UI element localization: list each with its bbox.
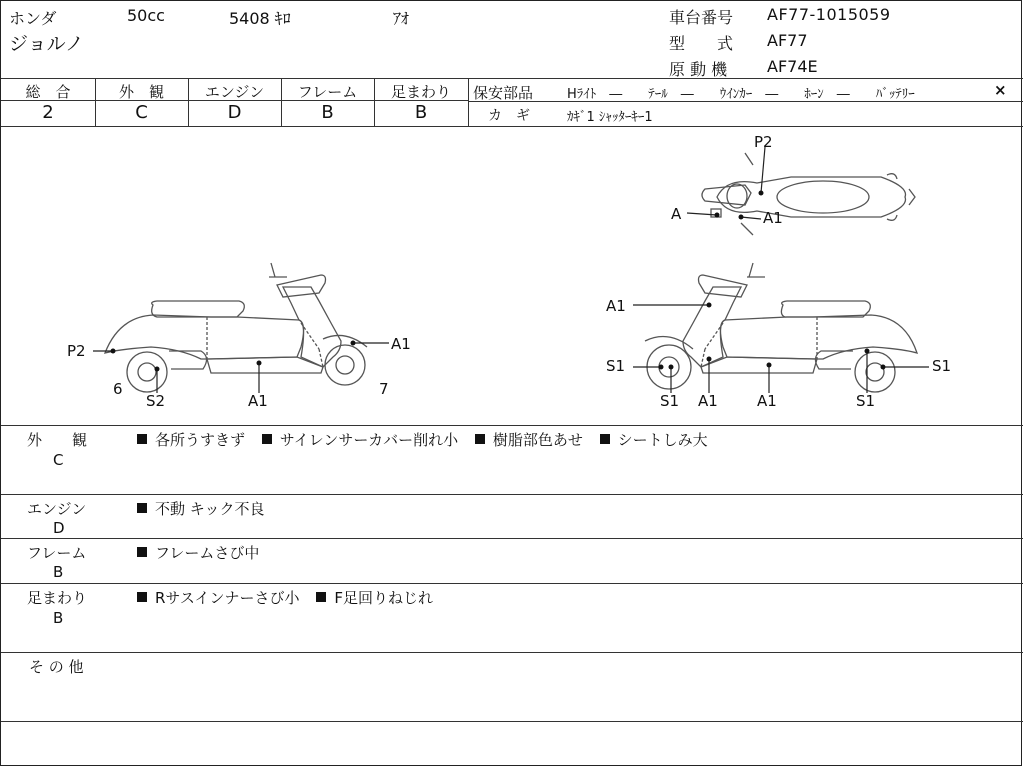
divider	[1, 652, 1023, 653]
frame-no-label: 車台番号	[669, 8, 734, 27]
bullet-icon	[137, 434, 147, 444]
key-value: ｶｷﾞ1 ｼｬｯﾀｰｷｰ1	[567, 110, 653, 125]
remark-items-exterior: 各所うすきず サイレンサーカバー削れ小 樹脂部色あせ シートしみ大	[137, 429, 708, 450]
divider	[468, 78, 469, 126]
scooter-right-view	[645, 263, 917, 392]
maker: ホンダ	[9, 9, 57, 28]
key-label: カ ギ	[488, 108, 530, 124]
mileage: 5408 ｷﾛ	[229, 9, 291, 28]
remark-label-frame: フレーム	[27, 544, 87, 562]
divider	[1, 425, 1023, 426]
bullet-icon	[137, 503, 147, 513]
safety-label: 保安部品	[473, 84, 534, 102]
color: ｱｵ	[393, 9, 410, 28]
type-label: 型 式	[669, 34, 734, 53]
divider	[1, 583, 1023, 584]
diagram-label: 6	[113, 380, 123, 398]
diagram-label: A1	[606, 297, 626, 315]
bullet-icon	[137, 547, 147, 557]
diagram-label: S2	[146, 392, 166, 410]
remark-grade-frame: B	[53, 563, 64, 581]
grade-label-exterior: 外 観	[118, 83, 164, 101]
diagram-label: S1	[932, 357, 952, 375]
remark-label-other: そ の 他	[29, 658, 84, 676]
grade-value-engine: D	[227, 102, 242, 123]
diagram-label: S1	[606, 357, 626, 375]
remark-items-engine: 不動 キック不良	[137, 498, 264, 519]
grade-value-suspension: B	[414, 102, 428, 123]
diagram-label: A1	[698, 392, 718, 410]
scooter-left-view	[105, 263, 367, 392]
bullet-icon	[137, 592, 147, 602]
divider	[1, 721, 1023, 722]
divider	[1, 78, 1023, 79]
diagram-label: A1	[763, 209, 783, 227]
divider	[1, 538, 1023, 539]
model-name: ジョルノ	[9, 33, 84, 55]
remark-label-engine: エンジン	[27, 500, 87, 518]
diagram-label: 7	[379, 380, 389, 398]
diagram-label: P2	[67, 342, 86, 360]
bullet-icon	[316, 592, 326, 602]
bullet-icon	[475, 434, 485, 444]
diagram-label: P2	[754, 133, 773, 151]
diagram-label: S1	[660, 392, 680, 410]
grade-label-engine: エンジン	[204, 83, 265, 101]
remark-items-suspension: Rサスインナーさび小 F足回りねじれ	[137, 587, 433, 608]
remark-grade-exterior: C	[53, 451, 64, 469]
type-value: AF77	[767, 31, 808, 50]
engine-value: AF74E	[767, 57, 818, 76]
bullet-icon	[600, 434, 610, 444]
battery-mark: ×	[994, 81, 1007, 99]
grade-label-overall: 総 合	[25, 83, 71, 101]
grade-value-overall: 2	[42, 102, 54, 123]
leader-lines	[93, 147, 929, 393]
diagram-label: A1	[757, 392, 777, 410]
engine-label: 原 動 機	[669, 60, 728, 79]
grade-label-frame: フレーム	[297, 83, 358, 101]
diagram-label: A1	[248, 392, 268, 410]
bullet-icon	[262, 434, 272, 444]
remark-label-suspension: 足まわり	[27, 589, 88, 607]
diagram-label: S1	[856, 392, 876, 410]
scooter-top-view	[702, 153, 915, 235]
remark-grade-suspension: B	[53, 609, 64, 627]
displacement: 50cc	[127, 6, 165, 25]
remark-label-exterior: 外 観	[27, 431, 88, 449]
damage-diagram	[1, 127, 1023, 425]
divider	[1, 494, 1023, 495]
grade-label-suspension: 足まわり	[390, 83, 451, 101]
diagram-label: A1	[391, 335, 411, 353]
grade-value-frame: B	[321, 102, 334, 123]
diagram-label: A	[671, 205, 682, 223]
remark-items-frame: フレームさび中	[137, 542, 259, 563]
safety-items: Hﾗｲﾄ ― ﾃｰﾙ ― ｳｲﾝｶｰ ― ﾎｰﾝ ― ﾊﾞｯﾃﾘｰ	[567, 87, 915, 102]
remark-grade-engine: D	[53, 519, 65, 537]
frame-no-value: AF77-1015059	[767, 5, 891, 24]
grade-value-exterior: C	[135, 102, 148, 123]
